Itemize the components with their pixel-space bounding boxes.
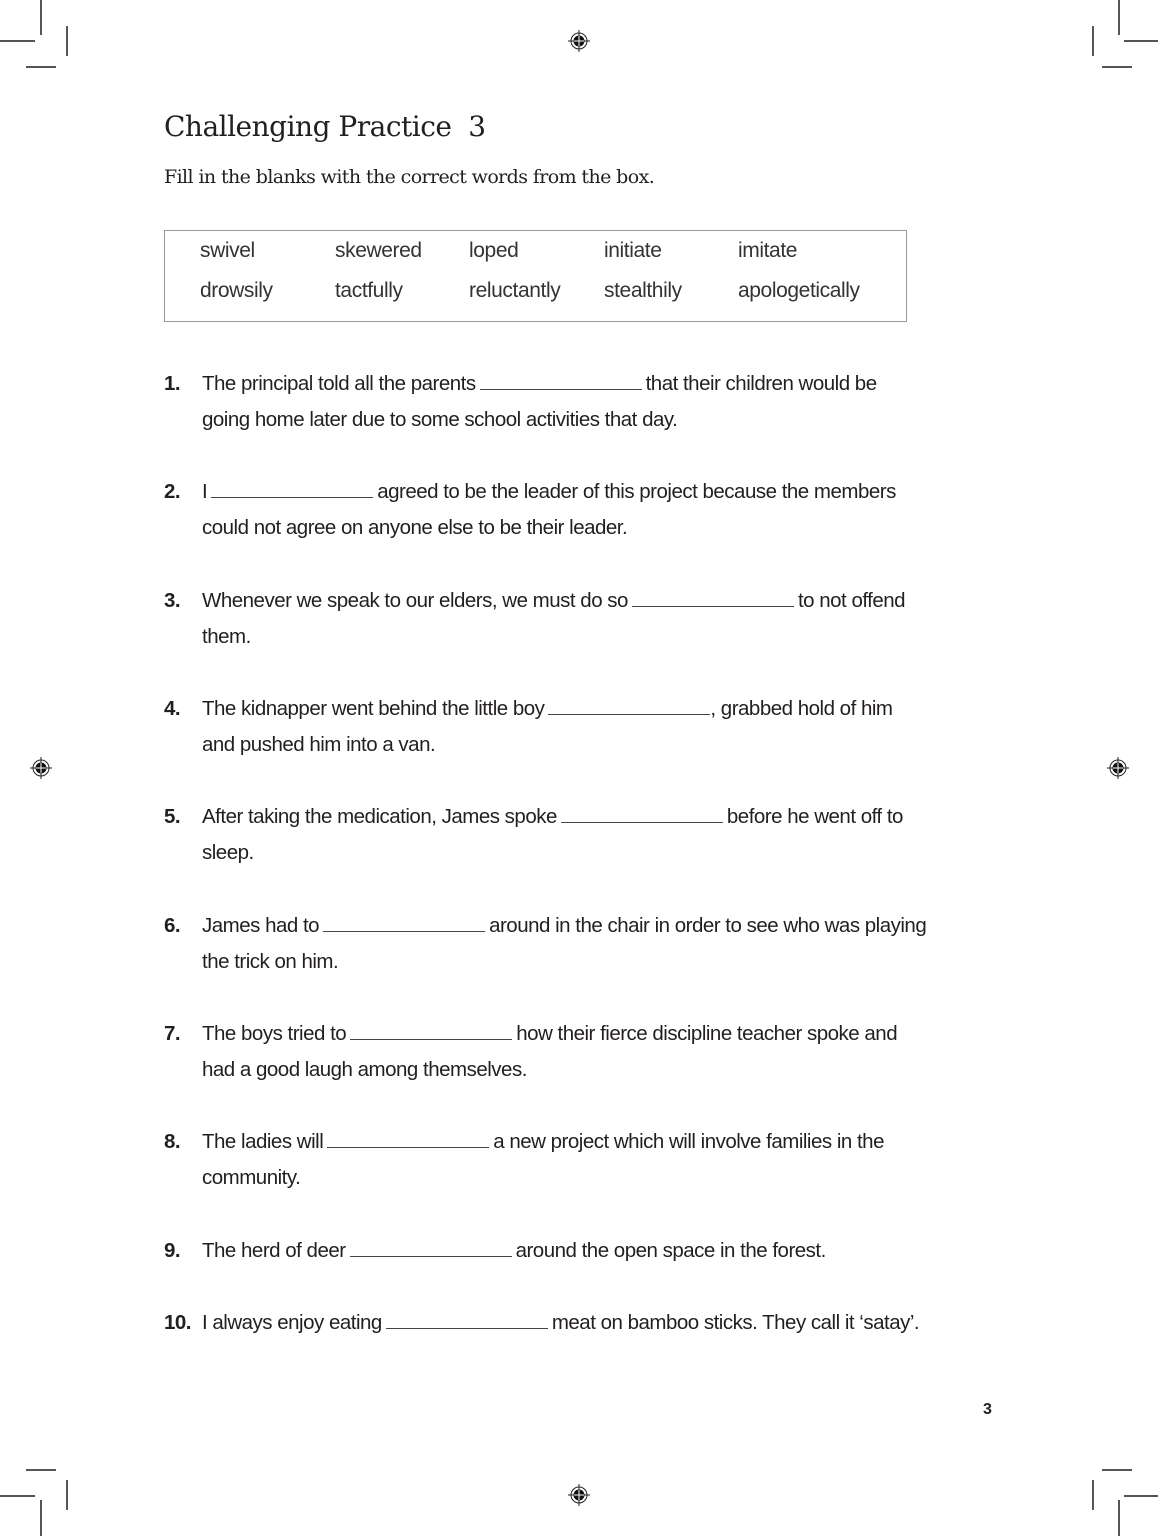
question-text: around in the chair in order to see who was playing bbox=[489, 914, 927, 937]
question-number: 3. bbox=[164, 589, 181, 612]
crop-mark bbox=[1102, 66, 1132, 68]
word-option: skewered bbox=[335, 239, 422, 262]
question-number: 8. bbox=[164, 1130, 181, 1153]
question-number: 6. bbox=[164, 914, 181, 937]
question-number: 1. bbox=[164, 372, 181, 395]
page-number: 3 bbox=[983, 1401, 992, 1418]
question-text: I bbox=[202, 480, 208, 503]
question-text: before he went off to bbox=[726, 805, 903, 828]
word-option: tactfully bbox=[335, 279, 403, 302]
question-text: sleep. bbox=[202, 841, 254, 864]
question-text: a new project which will involve families in the bbox=[493, 1130, 884, 1153]
word-option: reluctantly bbox=[469, 279, 561, 302]
question-text: Whenever we speak to our elders, we must do so bbox=[202, 589, 628, 612]
registration-mark-icon bbox=[568, 1484, 590, 1506]
answer-blank[interactable] bbox=[327, 1131, 489, 1148]
crop-mark bbox=[1118, 1500, 1120, 1536]
question-text: the trick on him. bbox=[202, 950, 339, 973]
crop-mark bbox=[26, 66, 56, 68]
crop-mark bbox=[40, 1500, 42, 1536]
question-text: The ladies will bbox=[202, 1130, 324, 1153]
question-text: The principal told all the parents bbox=[202, 372, 476, 395]
word-option: stealthily bbox=[604, 279, 682, 302]
answer-blank[interactable] bbox=[561, 806, 723, 823]
crop-mark bbox=[1118, 0, 1120, 35]
question-text: could not agree on anyone else to be their leader. bbox=[202, 516, 628, 539]
question-number: 2. bbox=[164, 480, 181, 503]
question-text: had a good laugh among themselves. bbox=[202, 1058, 527, 1081]
question-text: around the open space in the forest. bbox=[515, 1239, 826, 1262]
question-text: James had to bbox=[202, 914, 320, 937]
answer-blank[interactable] bbox=[548, 698, 710, 715]
question-text: The herd of deer bbox=[202, 1239, 346, 1262]
question-number: 4. bbox=[164, 697, 181, 720]
word-option: imitate bbox=[738, 239, 798, 262]
word-option: initiate bbox=[604, 239, 662, 262]
question-text: The kidnapper went behind the little boy bbox=[202, 697, 545, 720]
crop-mark bbox=[1124, 1495, 1158, 1497]
answer-blank[interactable] bbox=[211, 481, 373, 498]
question-text: After taking the medication, James spoke bbox=[202, 805, 557, 828]
question-number: 9. bbox=[164, 1239, 181, 1262]
question-text: and pushed him into a van. bbox=[202, 733, 436, 756]
question-text: to not offend bbox=[797, 589, 906, 612]
crop-mark bbox=[1124, 40, 1158, 42]
question-text: community. bbox=[202, 1166, 301, 1189]
question-text: I always enjoy eating bbox=[202, 1311, 382, 1334]
answer-blank[interactable] bbox=[632, 590, 794, 607]
crop-mark bbox=[1092, 26, 1094, 56]
question-text: meat on bamboo sticks. They call it ‘satay’. bbox=[551, 1311, 920, 1334]
answer-blank[interactable] bbox=[323, 915, 485, 932]
question-number: 5. bbox=[164, 805, 181, 828]
question-text: them. bbox=[202, 625, 251, 648]
registration-mark-icon bbox=[568, 30, 590, 52]
answer-blank[interactable] bbox=[350, 1240, 512, 1257]
question-text: going home later due to some school activities that day. bbox=[202, 408, 678, 431]
crop-mark bbox=[0, 40, 35, 42]
question-text: how their fierce discipline teacher spoke and bbox=[516, 1022, 898, 1045]
word-option: swivel bbox=[200, 239, 255, 262]
crop-mark bbox=[0, 1495, 35, 1497]
question-text: agreed to be the leader of this project because the members bbox=[377, 480, 896, 503]
question-text: The boys tried to bbox=[202, 1022, 347, 1045]
word-box bbox=[164, 230, 907, 322]
word-option: apologetically bbox=[738, 279, 860, 302]
answer-blank[interactable] bbox=[480, 373, 642, 390]
question-text: that their children would be bbox=[645, 372, 877, 395]
crop-mark bbox=[26, 1469, 56, 1471]
word-option: drowsily bbox=[200, 279, 273, 302]
crop-mark bbox=[40, 0, 42, 35]
question-text: , grabbed hold of him bbox=[710, 697, 893, 720]
question-number: 7. bbox=[164, 1022, 181, 1045]
crop-mark bbox=[1102, 1469, 1132, 1471]
instruction-text: Fill in the blanks with the correct words from the box. bbox=[164, 166, 655, 188]
crop-mark bbox=[66, 26, 68, 56]
answer-blank[interactable] bbox=[386, 1312, 548, 1329]
question-number: 10. bbox=[164, 1311, 191, 1334]
registration-mark-icon bbox=[1107, 757, 1129, 779]
registration-mark-icon bbox=[30, 757, 52, 779]
answer-blank[interactable] bbox=[350, 1023, 512, 1040]
word-option: loped bbox=[469, 239, 519, 262]
crop-mark bbox=[66, 1480, 68, 1510]
page-title: Challenging Practice 3 bbox=[164, 110, 486, 143]
crop-mark bbox=[1092, 1480, 1094, 1510]
